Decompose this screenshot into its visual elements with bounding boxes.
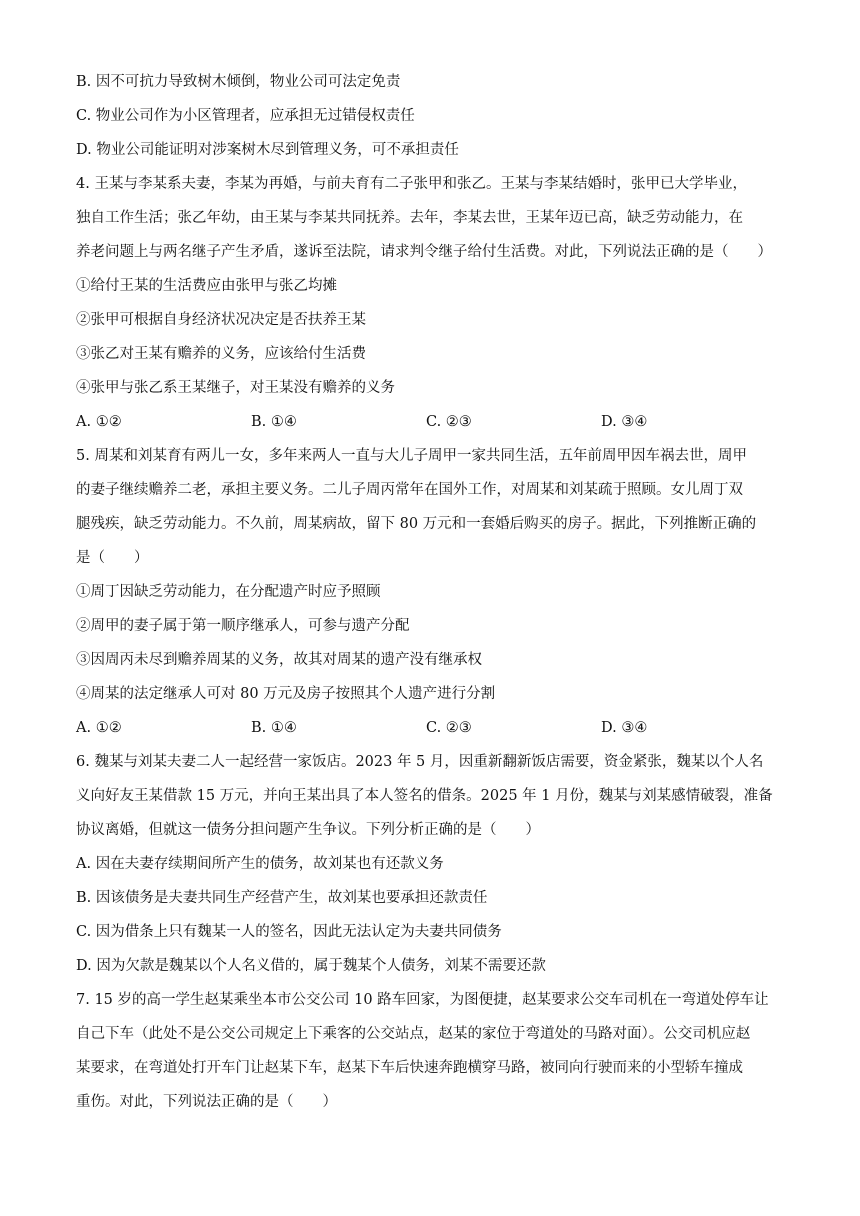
q4-option-d: D. ③④ [601, 414, 648, 430]
q6-option-c: C. 因为借条上只有魏某一人的签名，因此无法认定为夫妻共同债务 [76, 924, 502, 940]
q6-stem-line: 6. 魏某与刘某夫妻二人一起经营一家饭店。2023 年 5 月，因重新翻新饭店需要，资金紧张，魏某以个人名 [76, 754, 764, 770]
q5-stem-line: 5. 周某和刘某育有两儿一女，多年来两人一直与大儿子周甲一家共同生活，五年前周甲因车祸去世，周甲 [76, 448, 747, 464]
q6-stem-line: 协议离婚，但就这一债务分担问题产生争议。下列分析正确的是（ ） [76, 822, 540, 838]
q5-item-4: ④周某的法定继承人可对 80 万元及房子按照其个人遗产进行分割 [76, 686, 496, 702]
q5-option-a: A. ①② [76, 720, 122, 736]
q6-stem-line: 义向好友王某借款 15 万元，并向王某出具了本人签名的借条。2025 年 1 月份，魏某与刘某感情破裂，准备 [76, 788, 773, 804]
q5-stem-line: 的妻子继续赡养二老，承担主要义务。二儿子周丙常年在国外工作，对周某和刘某疏于照顾。女儿周丁双 [76, 482, 743, 498]
q7-stem-line: 自己下车（此处不是公交公司规定上下乘客的公交站点，赵某的家位于弯道处的马路对面）。公交司机应赵 [76, 1026, 751, 1042]
q4-stem-line: 4. 王某与李某系夫妻，李某为再婚，与前夫育有二子张甲和张乙。王某与李某结婚时，张甲已大学毕业， [76, 176, 747, 192]
q4-options [76, 412, 788, 432]
q5-stem-line: 腿残疾，缺乏劳动能力。不久前，周某病故，留下 80 万元和一套婚后购买的房子。据此，下列推断正确的 [76, 516, 757, 532]
q4-item-3: ③张乙对王某有赡养的义务，应该给付生活费 [76, 346, 366, 362]
q6-option-b: B. 因该债务是夫妻共同生产经营产生，故刘某也要承担还款责任 [76, 890, 488, 906]
q3-option-b: B. 因不可抗力导致树木倾倒，物业公司可法定免责 [76, 74, 401, 90]
q4-option-a: A. ①② [76, 414, 122, 430]
q4-stem-line: 独自工作生活；张乙年幼，由王某与李某共同抚养。去年，李某去世，王某年迈已高，缺乏劳动能力，在 [76, 210, 743, 226]
q3-option-c: C. 物业公司作为小区管理者，应承担无过错侵权责任 [76, 108, 415, 124]
q4-stem-line: 养老问题上与两名继子产生矛盾，遂诉至法院，请求判令继子给付生活费。对此，下列说法正确的是（ ） [76, 244, 772, 260]
q7-stem-line: 7. 15 岁的高一学生赵某乘坐本市公交公司 10 路车回家，为图便捷，赵某要求公交车司机在一弯道处停车让 [76, 992, 769, 1008]
q4-item-2: ②张甲可根据自身经济状况决定是否扶养王某 [76, 312, 366, 328]
q5-stem-line: 是（ ） [76, 550, 149, 566]
q5-item-3: ③因周丙未尽到赡养周某的义务，故其对周某的遗产没有继承权 [76, 652, 482, 668]
q7-stem-line: 某要求，在弯道处打开车门让赵某下车，赵某下车后快速奔跑横穿马路，被同向行驶而来的小型轿车撞成 [76, 1060, 743, 1076]
q5-item-2: ②周甲的妻子属于第一顺序继承人，可参与遗产分配 [76, 618, 410, 634]
q4-option-c: C. ②③ [426, 414, 472, 430]
q3-option-d: D. 物业公司能证明对涉案树木尽到管理义务，可不承担责任 [76, 142, 459, 158]
q5-options [76, 718, 788, 738]
q4-option-b: B. ①④ [251, 414, 297, 430]
q5-option-b: B. ①④ [251, 720, 297, 736]
q6-option-a: A. 因在夫妻存续期间所产生的债务，故刘某也有还款义务 [76, 856, 444, 872]
q5-option-d: D. ③④ [601, 720, 648, 736]
q5-option-c: C. ②③ [426, 720, 472, 736]
q4-item-1: ①给付王某的生活费应由张甲与张乙均摊 [76, 278, 337, 294]
q6-option-d: D. 因为欠款是魏某以个人名义借的，属于魏某个人债务，刘某不需要还款 [76, 958, 546, 974]
q7-stem-line: 重伤。对此，下列说法正确的是（ ） [76, 1094, 337, 1110]
q5-item-1: ①周丁因缺乏劳动能力，在分配遗产时应予照顾 [76, 584, 381, 600]
q4-item-4: ④张甲与张乙系王某继子，对王某没有赡养的义务 [76, 380, 395, 396]
